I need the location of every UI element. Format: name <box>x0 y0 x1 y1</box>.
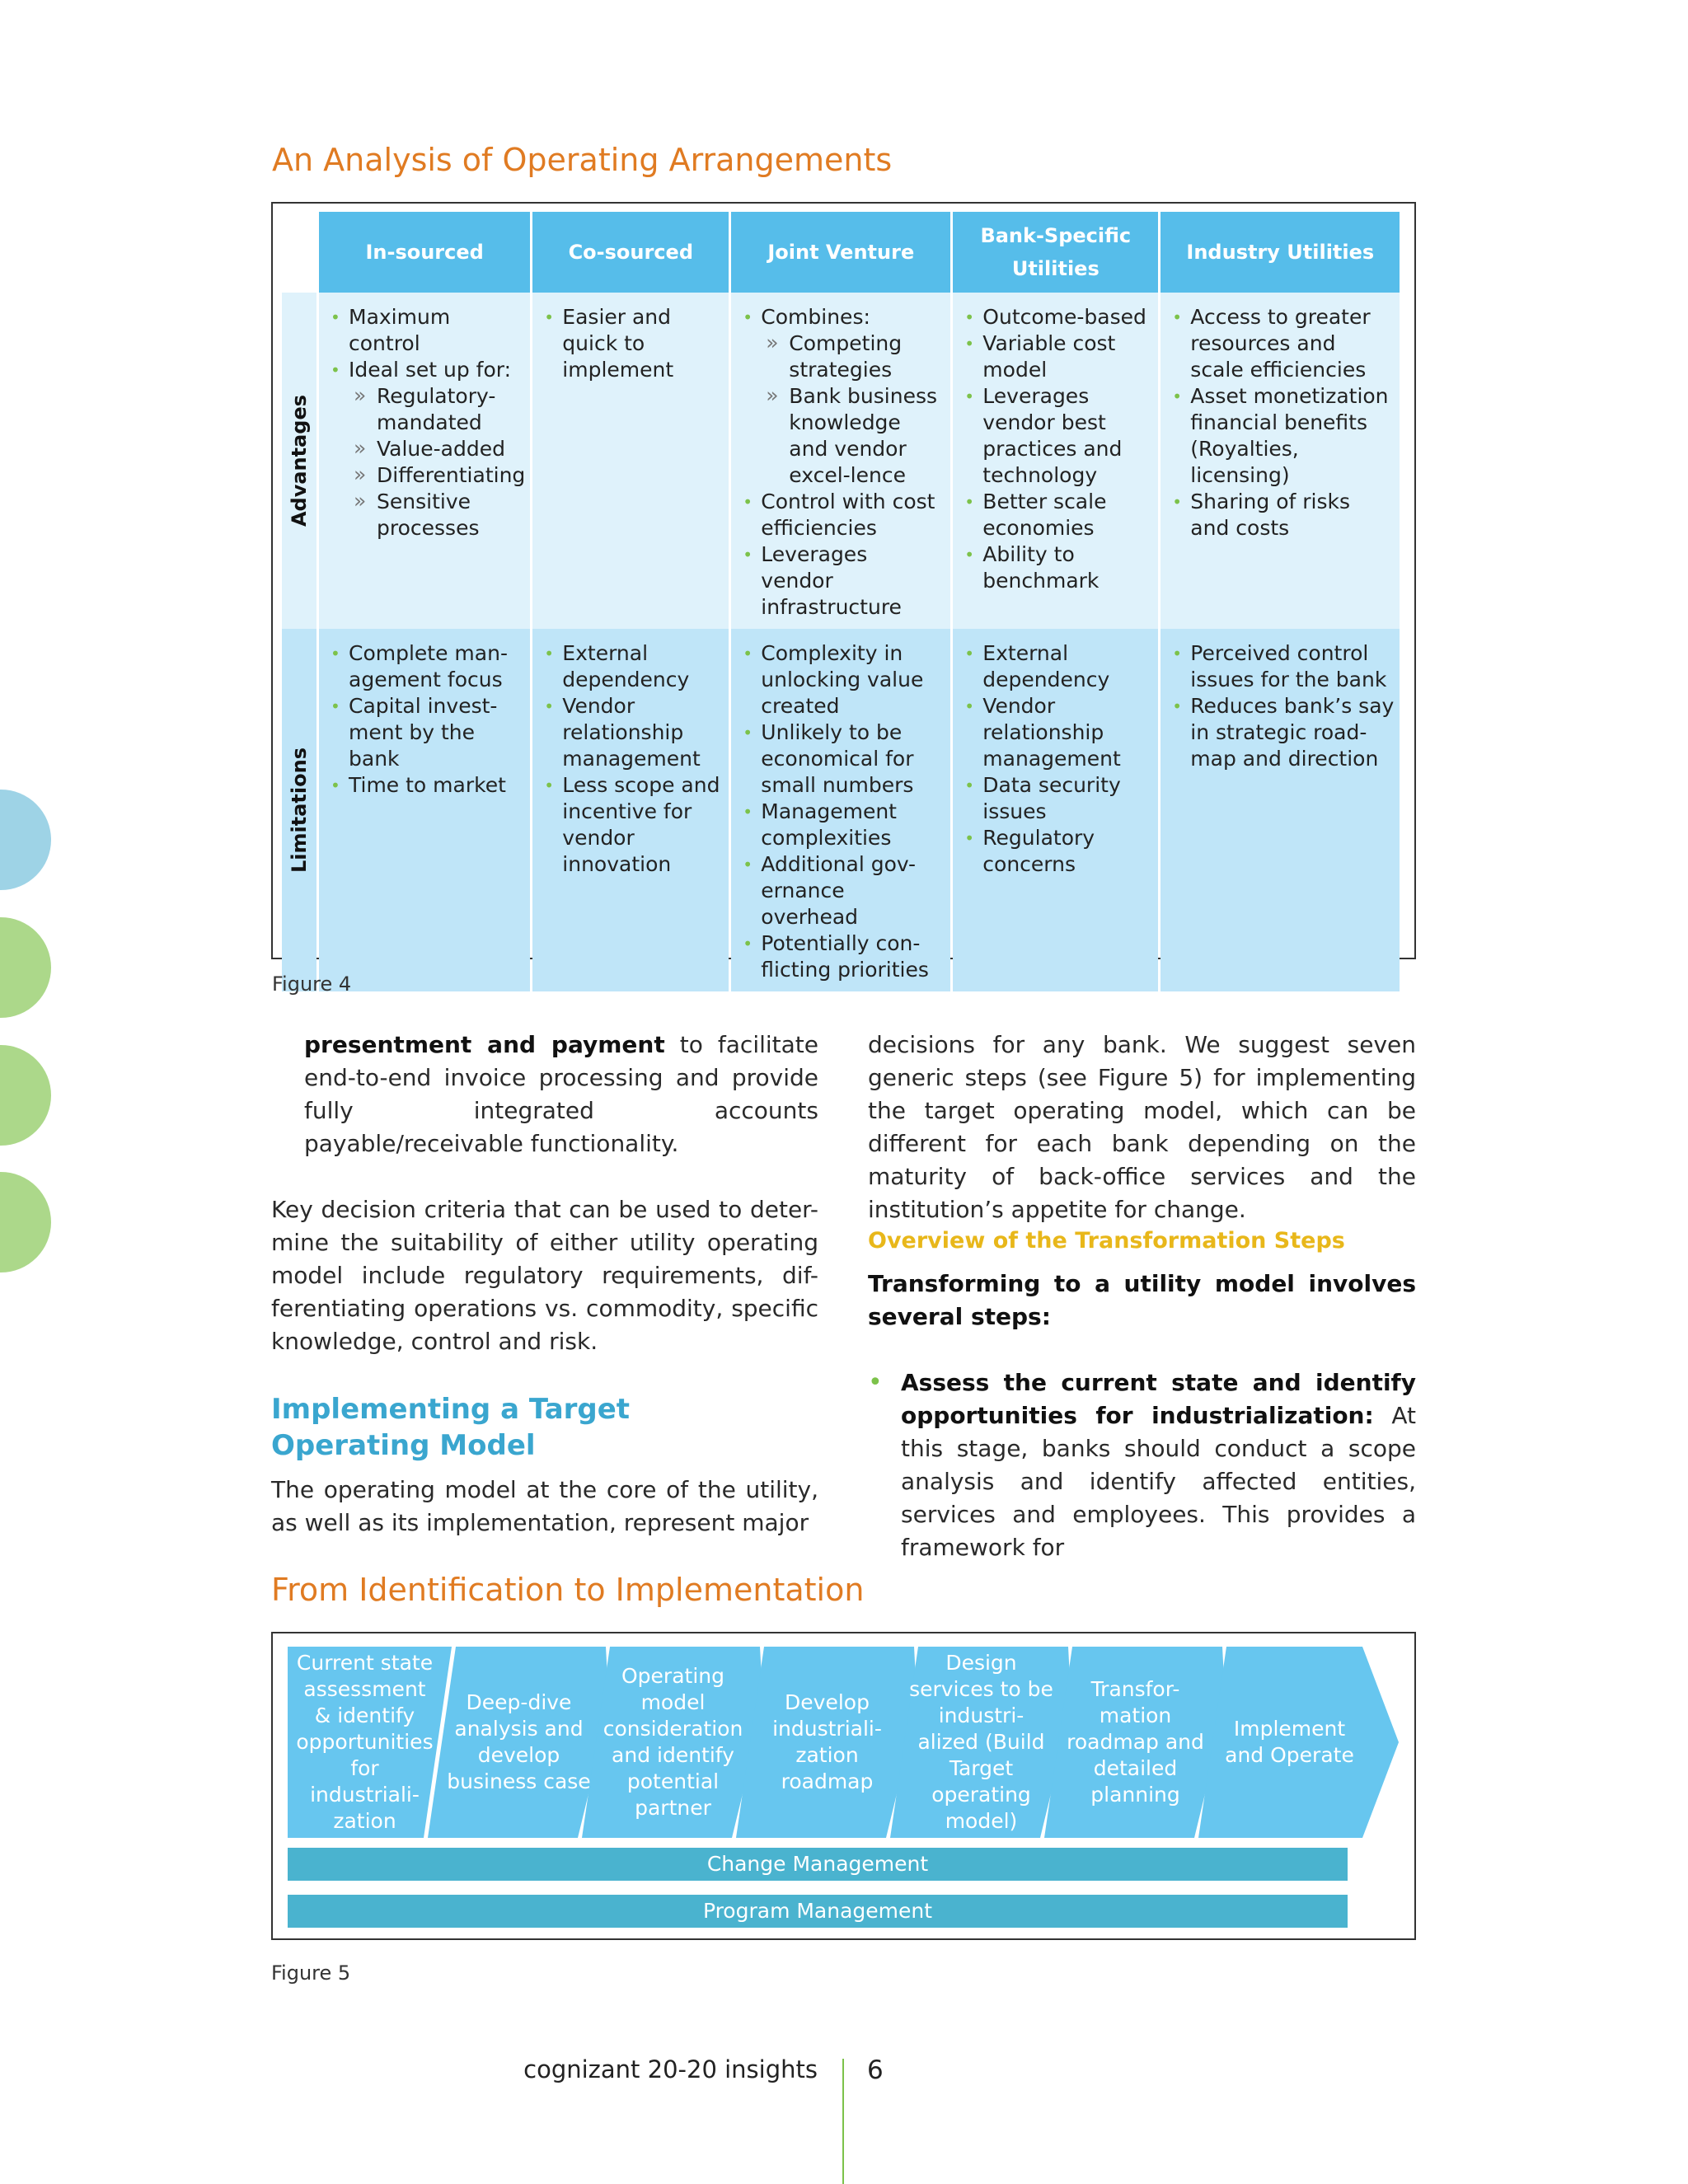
sub-item: » Bank business knowledge and vendor excel-lence <box>761 383 945 489</box>
chevron-step-label: Operating model consideration and identify potential partner <box>603 1664 743 1820</box>
sub-list <box>761 330 945 489</box>
sub-item: » Competing strategies <box>761 330 945 383</box>
figure4-table-frame <box>271 202 1416 982</box>
left-paragraph-1-text: to facilitate end-to-end invoice processing and provide fully integrated accounts payable/receivable functionality. <box>304 1031 819 1157</box>
footer-brand: cognizant 20-20 insights <box>523 2055 818 2083</box>
limitations-list <box>326 640 525 799</box>
limitations-cell <box>1160 629 1400 991</box>
limitations-item: • Vendor relationship management <box>959 693 1153 772</box>
chevron-step-label: Current state assessment & identify opportunities for industriali-zation <box>296 1651 434 1833</box>
limitations-item: • Management complexities <box>738 799 945 851</box>
advantages-item: • Easier and quick to implement <box>539 304 724 383</box>
side-circle-green-2 <box>0 1045 51 1146</box>
column-header: Industry Utilities <box>1160 212 1400 293</box>
column-header: In-sourced <box>319 212 530 293</box>
advantages-list <box>738 304 945 621</box>
advantages-item: • Outcome-based <box>959 304 1153 330</box>
limitations-item: • Regulatory concerns <box>959 825 1153 878</box>
side-circle-green-3 <box>0 1172 51 1272</box>
advantages-item: • Ideal set up for: » Regulatory-mandated » Value-added » Differentiating » Sensitive processes <box>326 357 525 541</box>
right-bullet-1-text: At this stage, banks should conduct a scope analysis and identify affected entities, services and employees. This provides a framework for <box>901 1402 1416 1561</box>
figure5-caption: Figure 5 <box>271 1961 351 1985</box>
advantages-cell <box>731 293 950 629</box>
limitations-item: • External dependency <box>539 640 724 693</box>
sub-item: » Differentiating <box>349 462 525 489</box>
advantages-list <box>959 304 1153 594</box>
column-header: Bank-Specific Utilities <box>953 212 1158 293</box>
limitations-item: • Perceived control issues for the bank <box>1167 640 1395 693</box>
limitations-item: • External dependency <box>959 640 1153 693</box>
advantages-cell <box>319 293 530 629</box>
implementing-heading: Implementing a Target Operating Model <box>271 1393 631 1462</box>
advantages-list <box>326 304 525 541</box>
left-paragraph-3: The operating model at the core of the utility, as well as its implementation, represent major <box>271 1476 818 1536</box>
left-paragraph-1 <box>304 1029 818 1160</box>
limitations-list <box>1167 640 1395 772</box>
limitations-list <box>738 640 945 983</box>
limitations-cell <box>319 629 530 991</box>
right-bullet-1 <box>901 1366 1416 1564</box>
limitations-item: • Reduces bank’s say in strategic road-map and direction <box>1167 693 1395 772</box>
limitations-item: • Capital invest-ment by the bank <box>326 693 525 772</box>
limitations-list <box>539 640 724 878</box>
side-circle-blue <box>0 790 51 890</box>
figure4-title: An Analysis of Operating Arrangements <box>272 142 893 178</box>
chevron-step-label: Transfor-mation roadmap and detailed planning <box>1067 1677 1204 1807</box>
sub-item: » Regulatory-mandated <box>349 383 525 436</box>
chevron-step-label: Deep-dive analysis and develop business case <box>447 1690 591 1793</box>
limitations-item: • Unlikely to be economical for small numbers <box>738 719 945 799</box>
limitations-item: • Additional gov-ernance overhead <box>738 851 945 930</box>
advantages-cell <box>953 293 1158 629</box>
sub-item: » Value-added <box>349 436 525 462</box>
advantages-cell <box>1160 293 1400 629</box>
table-corner <box>282 212 316 293</box>
limitations-item: • Time to market <box>326 772 525 799</box>
chevron-step-label: Develop industriali-zation roadmap <box>772 1690 882 1793</box>
column-header: Joint Venture <box>731 212 950 293</box>
advantages-item: • Better scale economies <box>959 489 1153 541</box>
advantages-item: • Sharing of risks and costs <box>1167 489 1395 541</box>
advantages-item: • Access to greater resources and scale efficiencies <box>1167 304 1395 383</box>
chevron-step-label: Implement and Operate <box>1225 1717 1354 1767</box>
limitations-item: • Vendor relationship management <box>539 693 724 772</box>
advantages-item: • Ability to benchmark <box>959 541 1153 594</box>
limitations-item: • Complexity in unlocking value created <box>738 640 945 719</box>
left-paragraph-2: Key decision criteria that can be used to deter-mine the suitability of either utility operating model include regulatory requirements, dif-ferentiating operations vs. commodity, specific knowledge, control and risk. <box>271 1196 818 1355</box>
advantages-item: • Leverages vendor best practices and technology <box>959 383 1153 489</box>
figure5-title: From Identification to Implementation <box>271 1572 865 1608</box>
limitations-item: • Complete man-agement focus <box>326 640 525 693</box>
page-number: 6 <box>867 2055 884 2085</box>
side-circle-green-1 <box>0 917 51 1018</box>
chevron-step-label: Design services to be industri-alized (Build Target operating model) <box>909 1651 1053 1833</box>
limitations-cell <box>532 629 729 991</box>
column-header: Co-sourced <box>532 212 729 293</box>
figure4-caption: Figure 4 <box>272 972 352 996</box>
program-management-bar: Program Management <box>288 1895 1348 1928</box>
row-label-limitations: Limitations <box>282 629 316 991</box>
row-label-advantages: Advantages <box>282 293 316 629</box>
transformation-subheading: Overview of the Transformation Steps <box>868 1228 1345 1254</box>
limitations-item: • Data security issues <box>959 772 1153 825</box>
limitations-cell <box>731 629 950 991</box>
right-bullet-1-bold: Assess the current state and identify opportunities for industrialization: <box>901 1369 1416 1429</box>
left-paragraph-1-bold: presentment and payment <box>304 1031 665 1058</box>
sub-list <box>349 383 525 541</box>
sub-item: » Sensitive processes <box>349 489 525 541</box>
advantages-item: • Maximum control <box>326 304 525 357</box>
advantages-item: • Variable cost model <box>959 330 1153 383</box>
advantages-cell <box>532 293 729 629</box>
advantages-item: • Leverages vendor infrastructure <box>738 541 945 621</box>
limitations-list <box>959 640 1153 878</box>
right-paragraph-1: decisions for any bank. We suggest seven generic steps (see Figure 5) for implementing the target operating model, which can be different for each bank depending on the maturity of back-office services and the institution’s appetite for change. <box>868 1031 1416 1223</box>
limitations-item: • Less scope and incentive for vendor innovation <box>539 772 724 878</box>
figure5-frame <box>271 1632 1416 1940</box>
advantages-item: • Asset monetization financial benefits (Royalties, licensing) <box>1167 383 1395 489</box>
advantages-list <box>539 304 724 383</box>
advantages-list <box>1167 304 1395 541</box>
limitations-item: • Potentially con-flicting priorities <box>738 930 945 983</box>
bullet-dot: • <box>868 1368 883 1397</box>
change-management-bar: Change Management <box>288 1848 1348 1881</box>
advantages-item: • Combines: » Competing strategies » Bank business knowledge and vendor excel-lence <box>738 304 945 489</box>
limitations-cell <box>953 629 1158 991</box>
operating-arrangements-table <box>279 212 1402 991</box>
advantages-item: • Control with cost efficiencies <box>738 489 945 541</box>
footer-divider <box>842 2059 844 2184</box>
right-lead: Transforming to a utility model involves several steps: <box>868 1270 1416 1330</box>
